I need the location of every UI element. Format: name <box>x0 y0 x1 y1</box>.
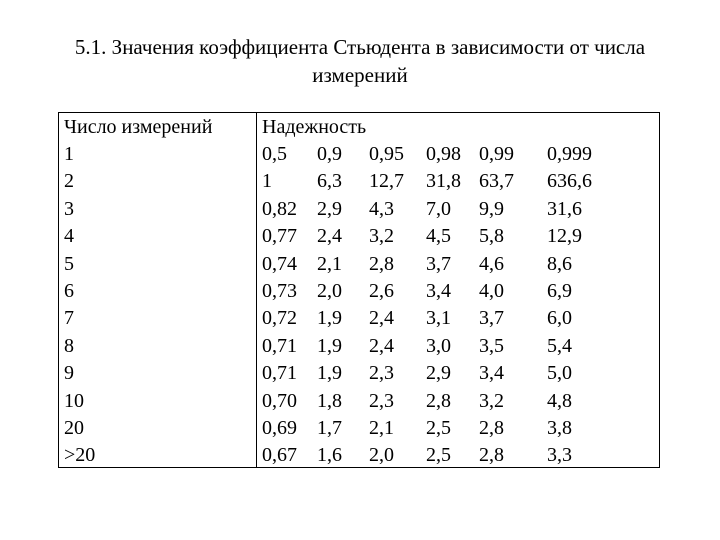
coefficient-cell: 1,6 <box>317 444 342 467</box>
coefficient-cell: 2,4 <box>317 225 342 248</box>
coefficient-cell: 1,9 <box>317 334 342 357</box>
coefficient-cell: 3,5 <box>479 334 504 357</box>
coefficient-cell: 0,77 <box>262 225 297 248</box>
coefficient-cell: 2,9 <box>317 197 342 220</box>
title-line-2: измерений <box>312 63 408 87</box>
coefficient-cell: 2,5 <box>426 417 451 439</box>
coefficient-cell: 3,2 <box>369 225 394 248</box>
row-count-cell: 4 <box>64 225 74 248</box>
coefficient-cell: 0,67 <box>262 444 297 467</box>
coefficient-cell: 1 <box>262 170 272 193</box>
coefficient-cell: 12,7 <box>369 170 404 193</box>
header-measurements: Число измерений <box>64 116 213 138</box>
coefficient-cell: 3,4 <box>479 362 504 385</box>
coefficient-cell: 3,7 <box>479 307 504 330</box>
coefficient-cell: 4,0 <box>479 280 504 302</box>
coefficient-cell: 3,7 <box>426 252 451 275</box>
coefficient-cell: 6,3 <box>317 170 342 193</box>
coefficient-cell: 4,5 <box>426 225 451 248</box>
title-line-1: 5.1. Значения коэффициента Стьюдента в зависимости от числа <box>74 35 646 59</box>
coefficient-cell: 2,3 <box>369 389 394 412</box>
row-count-cell: 9 <box>64 362 74 385</box>
coefficient-cell: 31,8 <box>426 170 461 193</box>
coefficient-cell: 2,8 <box>369 252 394 275</box>
reliability-level-cell: 0,99 <box>479 143 514 165</box>
reliability-level-cell: 0,999 <box>547 143 592 165</box>
coefficient-cell: 5,8 <box>479 225 504 248</box>
row-count-cell: 8 <box>64 334 74 357</box>
reliability-level-cell: 0,95 <box>369 143 404 165</box>
coefficient-cell: 0,71 <box>262 362 297 385</box>
coefficient-cell: 6,9 <box>547 280 572 302</box>
row-count-cell: 1 <box>64 143 74 165</box>
coefficient-cell: 636,6 <box>547 170 592 193</box>
coefficient-cell: 9,9 <box>479 197 504 220</box>
page-title <box>40 33 680 89</box>
coefficient-cell: 2,4 <box>369 334 394 357</box>
coefficient-cell: 0,71 <box>262 334 297 357</box>
coefficient-cell: 1,9 <box>317 307 342 330</box>
coefficient-cell: 4,8 <box>547 389 572 412</box>
coefficient-cell: 0,72 <box>262 307 297 330</box>
coefficient-cell: 2,8 <box>479 444 504 467</box>
row-count-cell: 7 <box>64 307 74 330</box>
coefficient-cell: 0,74 <box>262 252 297 275</box>
coefficient-cell: 2,8 <box>479 417 504 439</box>
coefficient-cell: 0,70 <box>262 389 297 412</box>
coefficient-cell: 2,6 <box>369 280 394 302</box>
coefficient-cell: 3,3 <box>547 444 572 467</box>
column-divider <box>256 112 257 468</box>
row-count-cell: >20 <box>64 444 96 467</box>
coefficient-cell: 2,0 <box>369 444 394 467</box>
coefficient-cell: 4,3 <box>369 197 394 220</box>
row-count-cell: 20 <box>64 417 84 439</box>
header-reliability: Надежность <box>262 116 367 138</box>
coefficient-cell: 5,4 <box>547 334 572 357</box>
coefficient-cell: 3,1 <box>426 307 451 330</box>
coefficient-cell: 2,1 <box>317 252 342 275</box>
coefficient-cell: 3,0 <box>426 334 451 357</box>
coefficient-cell: 2,1 <box>369 417 394 439</box>
coefficient-cell: 1,7 <box>317 417 342 439</box>
coefficient-cell: 3,8 <box>547 417 572 439</box>
coefficient-cell: 8,6 <box>547 252 572 275</box>
coefficient-cell: 2,5 <box>426 444 451 467</box>
coefficient-cell: 0,69 <box>262 417 297 439</box>
row-count-cell: 5 <box>64 252 74 275</box>
reliability-level-cell: 0,9 <box>317 143 342 165</box>
row-count-cell: 2 <box>64 170 74 193</box>
coefficient-cell: 6,0 <box>547 307 572 330</box>
coefficient-cell: 1,8 <box>317 389 342 412</box>
coefficient-cell: 31,6 <box>547 197 582 220</box>
coefficient-cell: 2,0 <box>317 280 342 302</box>
reliability-level-cell: 0,98 <box>426 143 461 165</box>
reliability-level-cell: 0,5 <box>262 143 287 165</box>
row-count-cell: 3 <box>64 197 74 220</box>
coefficient-cell: 2,9 <box>426 362 451 385</box>
row-count-cell: 6 <box>64 280 74 302</box>
coefficient-cell: 5,0 <box>547 362 572 385</box>
coefficient-cell: 4,6 <box>479 252 504 275</box>
coefficient-cell: 2,8 <box>426 389 451 412</box>
coefficient-cell: 7,0 <box>426 197 451 220</box>
coefficient-cell: 0,73 <box>262 280 297 302</box>
coefficient-cell: 3,4 <box>426 280 451 302</box>
coefficient-cell: 2,3 <box>369 362 394 385</box>
coefficient-cell: 1,9 <box>317 362 342 385</box>
coefficient-cell: 2,4 <box>369 307 394 330</box>
coefficient-cell: 3,2 <box>479 389 504 412</box>
coefficient-cell: 0,82 <box>262 197 297 220</box>
coefficient-cell: 63,7 <box>479 170 514 193</box>
row-count-cell: 10 <box>64 389 84 412</box>
coefficient-cell: 12,9 <box>547 225 582 248</box>
